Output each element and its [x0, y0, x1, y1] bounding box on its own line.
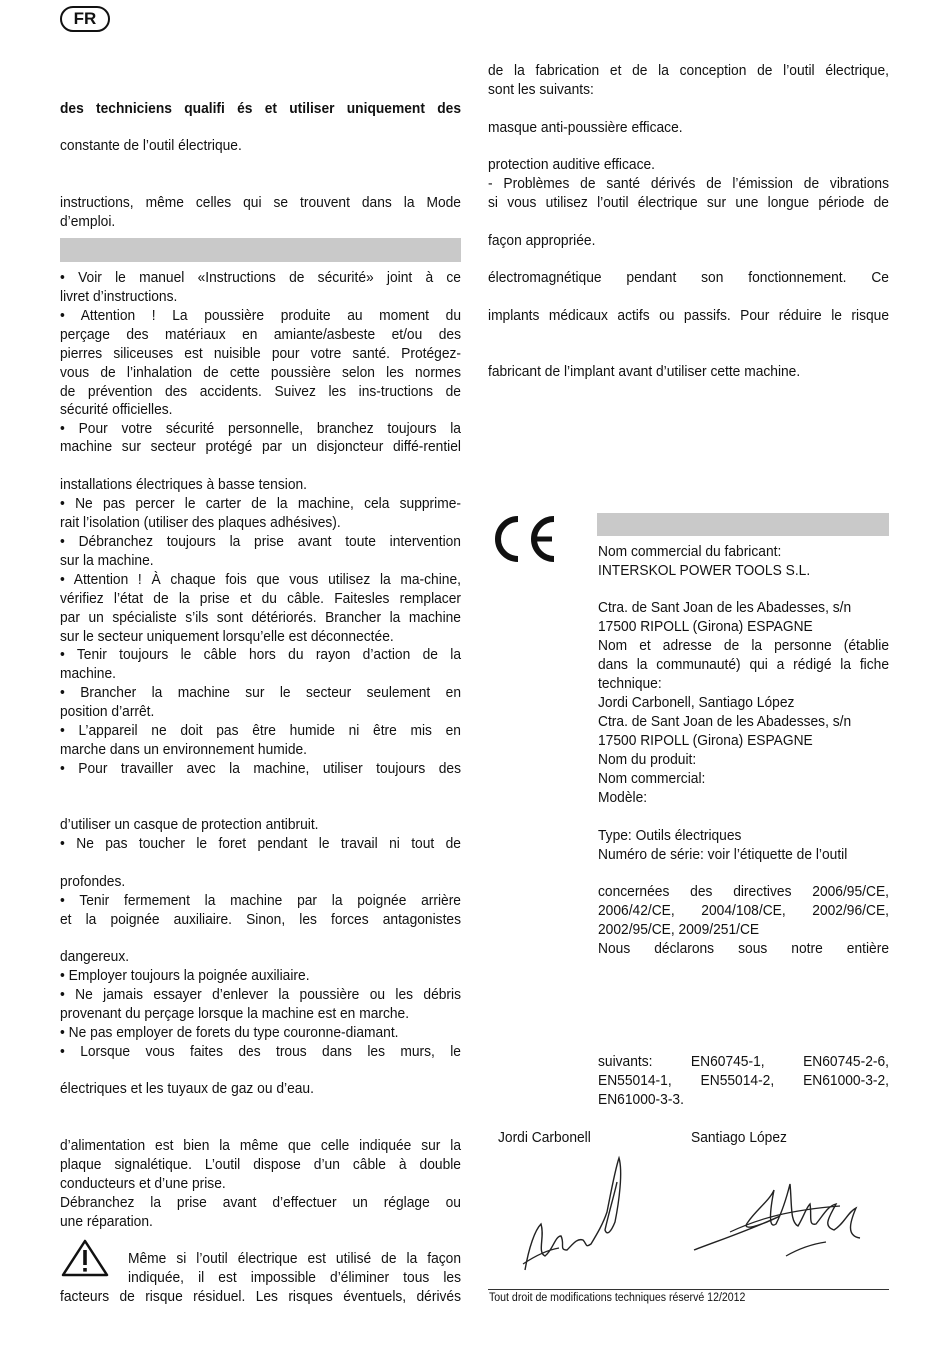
declaration-text-line: concernées des directives 2006/95/CE,	[598, 883, 889, 900]
right-text-line: fabricant de l’implant avant d’utiliser cette machine.	[488, 363, 801, 380]
left-text-line: • Pour votre sécurité personnelle, branchez toujours la	[60, 420, 461, 437]
left-text-line: électriques et les tuyaux de gaz ou d’eau.	[60, 1080, 314, 1097]
left-text-line: machine.	[60, 665, 117, 682]
left-text-line: profondes.	[60, 873, 126, 890]
warning-text-line: Même si l’outil électrique est utilisé de la façon	[128, 1250, 461, 1267]
left-text-line: et la poignée auxiliaire. Sinon, les forces antagonistes	[60, 911, 461, 928]
left-text-line: livret d’instructions.	[60, 288, 178, 305]
signature-jordi	[515, 1152, 635, 1277]
signature-santiago	[690, 1160, 870, 1270]
left-text-line: instructions, même celles qui se trouvent dans la Mode	[60, 194, 461, 211]
left-text-line: installations électriques à basse tension.	[60, 476, 308, 493]
declaration-text-line: 2002/95/CE, 2009/251/CE	[598, 921, 760, 938]
left-text-line: constante de l’outil électrique.	[60, 137, 242, 154]
left-text-line: • Brancher la machine sur le secteur seulement en	[60, 684, 461, 701]
declaration-text-line: technique:	[598, 675, 662, 692]
ce-mark-icon	[488, 513, 560, 565]
left-text-line: position d’arrêt.	[60, 703, 155, 720]
right-text-line: - Problèmes de santé dérivés de l’émission de vibrations	[488, 175, 889, 192]
section-header-bar	[60, 238, 461, 262]
left-text-line: dangereux.	[60, 948, 130, 965]
right-text-line: implants médicaux actifs ou passifs. Pour réduire le risque	[488, 307, 889, 324]
right-text-line: façon appropriée.	[488, 232, 596, 249]
left-text-line: • Pour travailler avec la machine, utiliser toujours des	[60, 760, 461, 777]
warning-triangle-icon	[60, 1238, 110, 1278]
left-text-line: • Employer toujours la poignée auxiliaire.	[60, 967, 310, 984]
declaration-text-line: Ctra. de Sant Joan de les Abadesses, s/n	[598, 713, 852, 730]
left-text-line: de prévention des accidents. Suivez les ins-tructions de	[60, 383, 461, 400]
declaration-text-line: Modèle:	[598, 789, 648, 806]
right-text-line: sont les suivants:	[488, 81, 594, 98]
declaration-text-line: Nous déclarons sous notre entière	[598, 940, 889, 957]
left-text-line: machine sur secteur protégé par un disjoncteur diffé-rentiel	[60, 438, 461, 455]
left-text-line: Débranchez la prise avant d’effectuer un réglage ou	[60, 1194, 461, 1211]
declaration-text-line: EN61000-3-3.	[598, 1091, 684, 1108]
left-text-line: d’emploi.	[60, 213, 116, 230]
left-text-line: plaque signalétique. L’outil dispose d’un câble à double	[60, 1156, 461, 1173]
declaration-text-line: suivants: EN60745-1, EN60745-2-6,	[598, 1053, 889, 1070]
left-text-line: par un spécialiste s’ils sont détériorés. Brancher la machine	[60, 609, 461, 626]
declaration-text-line: Nom et adresse de la personne (établie	[598, 637, 889, 654]
declaration-text-line: Nom du produit:	[598, 751, 697, 768]
declaration-text-line: 17500 RIPOLL (Girona) ESPAGNE	[598, 732, 813, 749]
warning-text-line: indiquée, il est impossible d’éliminer tous les	[128, 1269, 461, 1286]
declaration-text-line: Numéro de série: voir l’étiquette de l’outil	[598, 846, 848, 863]
left-text-line: d’utiliser un casque de protection antibruit.	[60, 816, 319, 833]
left-text-line: sur la machine.	[60, 552, 154, 569]
left-text-line: sécurité officielles.	[60, 401, 173, 418]
left-text-line: • Attention ! La poussière produite au moment du	[60, 307, 461, 324]
signatory-jordi: Jordi Carbonell	[498, 1129, 591, 1146]
left-text-line: d’alimentation est bien la même que celle indiquée sur la	[60, 1137, 461, 1154]
declaration-text-line: EN55014-1, EN55014-2, EN61000-3-2,	[598, 1072, 889, 1089]
left-text-line: • Lorsque vous faites des trous dans les murs, le	[60, 1043, 461, 1060]
declaration-text-line: Nom commercial:	[598, 770, 706, 787]
warning-text-line: facteurs de risque résiduel. Les risques éventuels, dérivés	[60, 1288, 461, 1305]
left-text-line: conducteurs et d’une prise.	[60, 1175, 226, 1192]
left-text-line: provenant du perçage lorsque la machine est en marche.	[60, 1005, 410, 1022]
footer-note: Tout droit de modifications techniques réservé 12/2012	[489, 1292, 746, 1304]
signatory-santiago: Santiago López	[691, 1129, 787, 1146]
left-text-line: vous de l’inhalation de cette poussière selon les normes	[60, 364, 461, 381]
right-text-line: si vous utilisez l’outil électrique sur une longue période de	[488, 194, 889, 211]
left-text-line: • Ne pas toucher le foret pendant le travail ni tout de	[60, 835, 461, 852]
left-text-line: • Débranchez toujours la prise avant toute intervention	[60, 533, 461, 550]
left-text-line: • Ne pas employer de forets du type couronne-diamant.	[60, 1024, 399, 1041]
left-text-line: • Ne pas percer le carter de la machine, cela supprime-	[60, 495, 461, 512]
left-text-line: des techniciens qualifi és et utiliser uniquement des	[60, 100, 461, 117]
footer-rule	[488, 1289, 889, 1290]
left-text-line: • Tenir fermement la machine par la poignée arrière	[60, 892, 461, 909]
declaration-text-line: 17500 RIPOLL (Girona) ESPAGNE	[598, 618, 813, 635]
left-text-line: une réparation.	[60, 1213, 153, 1230]
left-text-line: pierres siliceuses est nuisible pour votre santé. Protégez-	[60, 345, 461, 362]
right-text-line: masque anti-poussière efficace.	[488, 119, 683, 136]
right-text-line: électromagnétique pendant son fonctionnement. Ce	[488, 269, 889, 286]
left-text-line: • L’appareil ne doit pas être humide ni être mis en	[60, 722, 461, 739]
left-text-line: vérifiez l’état de la prise et du câble. Faitesles remplacer	[60, 590, 461, 607]
left-text-line: • Ne jamais essayer d’enlever la poussière ou les débris	[60, 986, 461, 1003]
declaration-text-line: Jordi Carbonell, Santiago López	[598, 694, 795, 711]
declaration-text-line: Type: Outils électriques	[598, 827, 742, 844]
declaration-text-line: Nom commercial du fabricant:	[598, 543, 782, 560]
left-text-line: rait l’isolation (utiliser des plaques adhésives).	[60, 514, 341, 531]
declaration-text-line: 2006/42/CE, 2004/108/CE, 2002/96/CE,	[598, 902, 889, 919]
language-badge: FR	[60, 6, 110, 32]
left-text-line: • Tenir toujours le câble hors du rayon d’action de la	[60, 646, 461, 663]
left-text-line: marche dans un environnement humide.	[60, 741, 308, 758]
right-text-line: protection auditive efficace.	[488, 156, 655, 173]
left-text-line: sur le secteur uniquement lorsqu’elle est déconnectée.	[60, 628, 394, 645]
left-text-line: • Voir le manuel «Instructions de sécurité» joint à ce	[60, 269, 461, 286]
right-text-line: de la fabrication et de la conception de l’outil électrique,	[488, 62, 889, 79]
left-text-line: perçage des matériaux en amiante/asbeste et/ou des	[60, 326, 461, 343]
declaration-text-line: Ctra. de Sant Joan de les Abadesses, s/n	[598, 599, 852, 616]
declaration-text-line: INTERSKOL POWER TOOLS S.L.	[598, 562, 811, 579]
declaration-text-line: dans la communauté) qui a rédigé la fiche	[598, 656, 889, 673]
left-text-line: • Attention ! À chaque fois que vous utilisez la ma-chine,	[60, 571, 461, 588]
declaration-header-bar	[597, 513, 889, 536]
